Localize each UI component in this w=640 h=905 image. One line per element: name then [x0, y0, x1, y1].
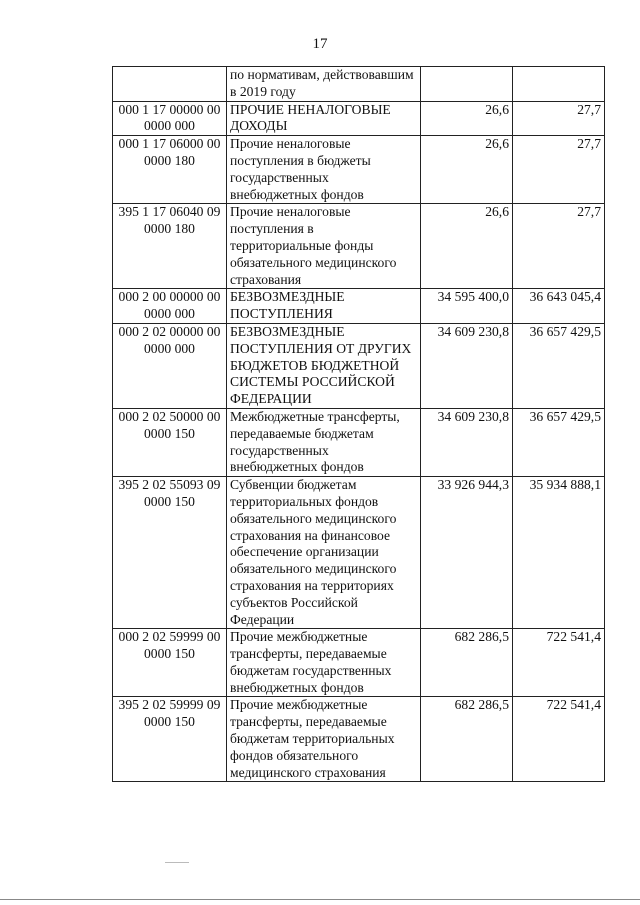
revenue-name-cell: Прочие неналоговые поступления в территориальные фонды обязательного медицинского страхования [227, 204, 421, 289]
budget-code-cell: 000 1 17 06000 00 0000 180 [113, 136, 227, 204]
budget-code-cell [113, 67, 227, 102]
amount-2020-cell: 34 595 400,0 [421, 289, 513, 324]
budget-code-cell: 395 1 17 06040 09 0000 180 [113, 204, 227, 289]
amount-2020-cell [421, 67, 513, 102]
amount-2021-cell: 27,7 [513, 204, 605, 289]
amount-2020-cell: 26,6 [421, 101, 513, 136]
revenue-name-cell: Прочие межбюджетные трансферты, передаваемые бюджетам государственных внебюджетных фондов [227, 629, 421, 697]
amount-2021-cell: 35 934 888,1 [513, 477, 605, 629]
amount-2020-cell: 26,6 [421, 136, 513, 204]
amount-2020-cell: 33 926 944,3 [421, 477, 513, 629]
revenue-table [112, 66, 605, 782]
revenue-name-cell: Межбюджетные трансферты, передаваемые бюджетам государственных внебюджетных фондов [227, 408, 421, 476]
table-row [113, 629, 605, 697]
table-row [113, 323, 605, 408]
amount-2021-cell [513, 67, 605, 102]
amount-2021-cell: 36 657 429,5 [513, 408, 605, 476]
amount-2020-cell: 682 286,5 [421, 629, 513, 697]
amount-2020-cell: 34 609 230,8 [421, 408, 513, 476]
amount-2020-cell: 34 609 230,8 [421, 323, 513, 408]
revenue-name-cell: ПРОЧИЕ НЕНАЛОГОВЫЕ ДОХОДЫ [227, 101, 421, 136]
table-row [113, 289, 605, 324]
table-row [113, 408, 605, 476]
revenue-name-cell: БЕЗВОЗМЕЗДНЫЕ ПОСТУПЛЕНИЯ ОТ ДРУГИХ БЮДЖЕТОВ БЮДЖЕТНОЙ СИСТЕМЫ РОССИЙСКОЙ ФЕДЕРАЦИИ [227, 323, 421, 408]
budget-code-cell: 000 1 17 00000 00 0000 000 [113, 101, 227, 136]
revenue-name-cell: Субвенции бюджетам территориальных фондов обязательного медицинского страхования на финансовое обеспечение организации обязательного медицинского страхования на территориях субъектов Российской Федерации [227, 477, 421, 629]
table-row [113, 67, 605, 102]
budget-code-cell: 000 2 02 59999 00 0000 150 [113, 629, 227, 697]
table-row [113, 136, 605, 204]
budget-code-cell: 000 2 02 00000 00 0000 000 [113, 323, 227, 408]
scan-artifact [165, 862, 189, 863]
amount-2021-cell: 36 657 429,5 [513, 323, 605, 408]
amount-2021-cell: 27,7 [513, 136, 605, 204]
table-row [113, 101, 605, 136]
budget-code-cell: 000 2 02 50000 00 0000 150 [113, 408, 227, 476]
budget-code-cell: 395 2 02 59999 09 0000 150 [113, 697, 227, 782]
revenue-name-cell: БЕЗВОЗМЕЗДНЫЕ ПОСТУПЛЕНИЯ [227, 289, 421, 324]
table-row [113, 697, 605, 782]
page-number: 17 [312, 36, 328, 52]
amount-2021-cell: 722 541,4 [513, 629, 605, 697]
budget-code-cell: 000 2 00 00000 00 0000 000 [113, 289, 227, 324]
revenue-name-cell: Прочие неналоговые поступления в бюджеты государственных внебюджетных фондов [227, 136, 421, 204]
amount-2020-cell: 26,6 [421, 204, 513, 289]
amount-2021-cell: 36 643 045,4 [513, 289, 605, 324]
revenue-name-cell: Прочие межбюджетные трансферты, передаваемые бюджетам территориальных фондов обязательного медицинского страхования [227, 697, 421, 782]
amount-2020-cell: 682 286,5 [421, 697, 513, 782]
table-row [113, 204, 605, 289]
page-bottom-edge [0, 899, 640, 900]
table-row [113, 477, 605, 629]
amount-2021-cell: 722 541,4 [513, 697, 605, 782]
revenue-name-cell: по нормативам, действовавшим в 2019 году [227, 67, 421, 102]
budget-code-cell: 395 2 02 55093 09 0000 150 [113, 477, 227, 629]
amount-2021-cell: 27,7 [513, 101, 605, 136]
